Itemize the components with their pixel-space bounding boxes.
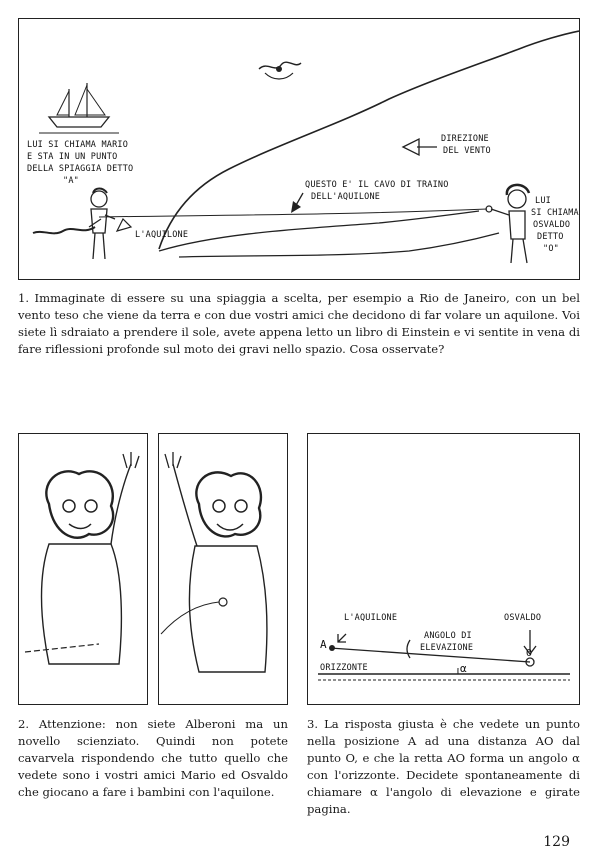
kite-arrow-icon xyxy=(338,634,346,642)
label-alpha: α xyxy=(460,662,467,675)
panel-beach-scene xyxy=(18,18,580,280)
label-angle-line1: ANGOLO DI xyxy=(424,631,472,641)
label-mario-line1: LUI SI CHIAMA MARIO xyxy=(27,140,129,150)
wind-arrow-icon xyxy=(403,139,437,155)
panel-mario-waving xyxy=(18,433,148,705)
label-kite-diagram: L'AQUILONE xyxy=(344,613,398,623)
mario-waving-drawing xyxy=(19,434,148,705)
sailboat-icon xyxy=(39,83,119,133)
label-osvaldo-line2: SI CHIAMA xyxy=(531,208,579,218)
cable-arrow-icon xyxy=(291,193,303,213)
label-osvaldo-line3: OSVALDO xyxy=(533,220,571,230)
label-wind-line1: DIREZIONE xyxy=(441,134,489,144)
label-angle-line2: ELEVAZIONE xyxy=(420,643,474,653)
label-mario-line3: DELLA SPIAGGIA DETTO xyxy=(27,164,134,174)
point-a-dot xyxy=(329,645,335,651)
label-horizon: ORIZZONTE xyxy=(320,663,368,673)
panel-osvaldo-waving xyxy=(158,433,288,705)
caption-2: 2. Attenzione: non siete Alberoni ma un novello scienziato. Quindi non potete cavarvela rispondendo che tutto quello che vedete sono i vostri amici Mario ed Osvaldo che giocano a fare i bambini con l'aquilone. xyxy=(18,717,288,799)
label-wind-line2: DEL VENTO xyxy=(443,146,491,156)
caption-3: 3. La risposta giusta è che vedete un punto nella posizione A ad una distanza AO dal punto O, e che la retta AO forma un angolo α con l'orizzonte. Decidete spontaneamente di chiamare α l'angolo di elevazione e girate pagina. xyxy=(307,717,580,816)
label-mario-line2: E STA IN UN PUNTO xyxy=(27,152,118,162)
coastline-line xyxy=(159,31,579,249)
label-mario-line4: "A" xyxy=(63,176,79,186)
label-osvaldo-line1: LUI xyxy=(535,196,551,206)
osvaldo-figure xyxy=(486,185,529,263)
osvaldo-waving-drawing xyxy=(159,434,288,705)
label-kite: L'AQUILONE xyxy=(135,230,189,240)
panel-elevation-diagram xyxy=(307,433,580,705)
page-number: 129 xyxy=(543,834,570,850)
caption-1: 1. Immaginate di essere su una spiaggia a scelta, per esempio a Rio de Janeiro, con un bel vento teso che viene da terra e con due vostri amici che decidono di far volare un aquilone. Voi siete lì sdraiato a prendere il sole, avete appena letto un libro di Einstein e vi sentite in vena di fare riflessioni profonde sul moto dei gravi nello spazio. Cosa osservate? xyxy=(18,291,580,356)
label-point-o: O xyxy=(526,648,533,659)
bird-icon xyxy=(259,62,301,79)
angle-arrow-icon xyxy=(407,640,410,658)
label-cable-line1: QUESTO E' IL CAVO DI TRAINO xyxy=(305,180,449,190)
label-osvaldo-line4: DETTO xyxy=(537,232,564,242)
elevation-diagram-drawing xyxy=(308,434,580,705)
sandbar-line xyxy=(159,211,479,251)
label-point-a: A xyxy=(320,638,327,651)
beach-scene-drawing xyxy=(19,19,580,280)
label-osvaldo-line5: "O" xyxy=(543,244,559,254)
label-cable-line2: DELL'AQUILONE xyxy=(311,192,381,202)
label-osvaldo-diagram: OSVALDO xyxy=(504,613,542,623)
kite-icon xyxy=(33,219,131,233)
